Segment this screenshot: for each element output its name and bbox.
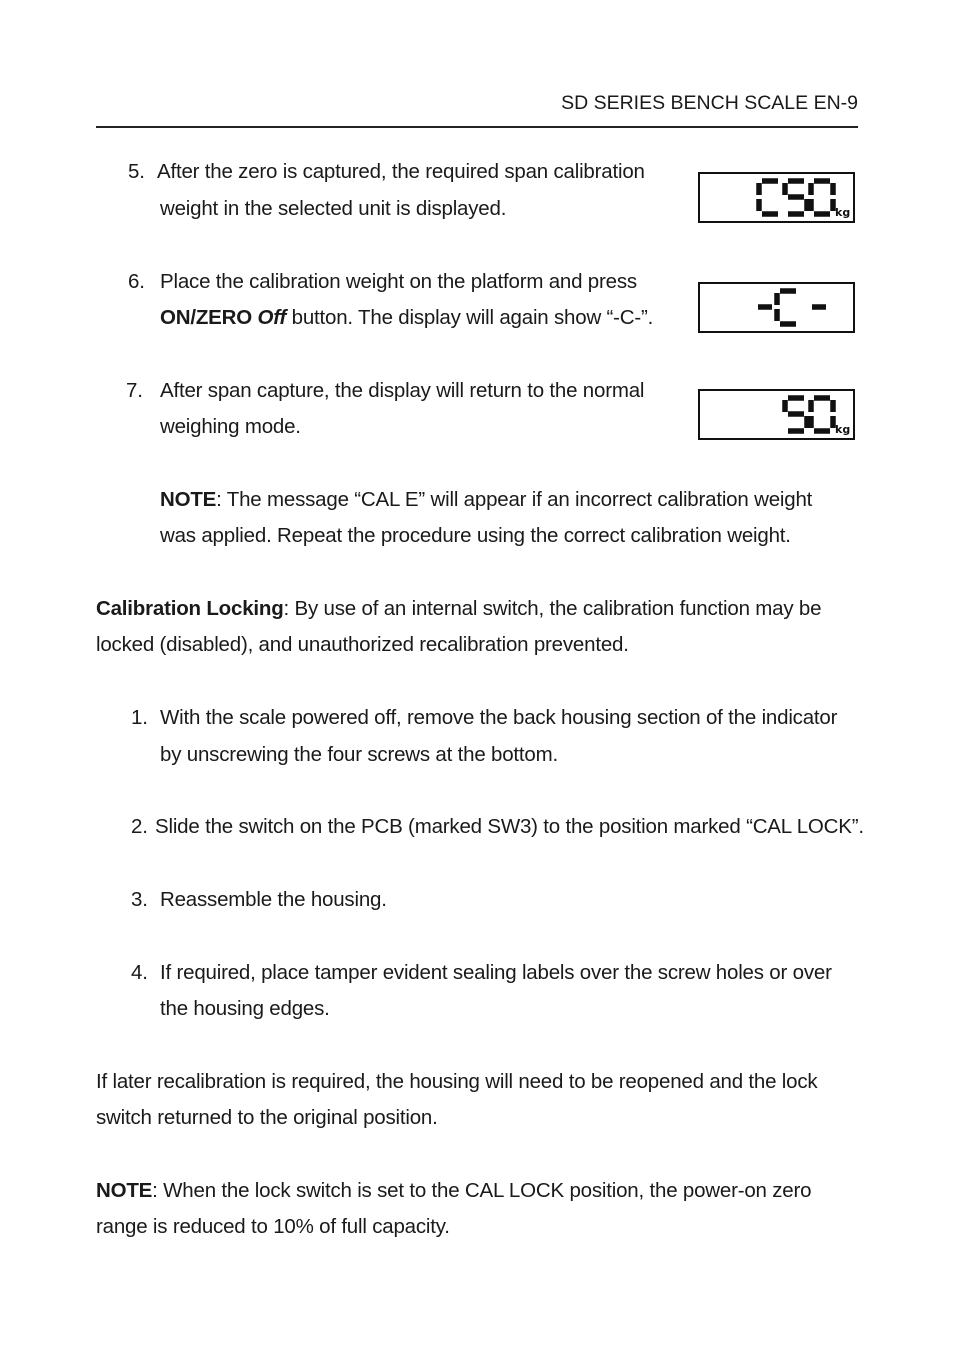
lcd-display-50	[698, 389, 855, 440]
lock-step-1-number: 1.	[131, 706, 148, 729]
lock-step-4-number: 4.	[131, 961, 148, 984]
note-1-label: NOTE	[160, 488, 217, 511]
note-1-line2: was applied. Repeat the procedure using the correct calibration weight.	[160, 524, 791, 547]
note-2-line1	[96, 1173, 811, 1210]
note-2-label: NOTE	[96, 1179, 153, 1202]
calibration-locking-line1	[96, 591, 821, 628]
step-7-line1: After span capture, the display will return to the normal	[160, 379, 645, 402]
lcd-display-c50	[698, 172, 855, 223]
page-header: SD SERIES BENCH SCALE EN-9	[561, 92, 858, 114]
lcd-unit-kg: kg	[835, 423, 851, 436]
note-2-line2: range is reduced to 10% of full capacity.	[96, 1215, 450, 1238]
lock-step-2-line1: Slide the switch on the PCB (marked SW3) to the position marked “CAL LOCK”.	[155, 815, 864, 838]
note-2-text: : When the lock switch is set to the CAL LOCK position, the power-on zero	[152, 1179, 812, 1202]
calibration-locking-text: : By use of an internal switch, the calibration function may be	[283, 597, 822, 620]
lcd-unit-kg: kg	[835, 206, 851, 219]
step-5-line2: weight in the selected unit is displayed.	[160, 197, 507, 220]
lock-step-4-line2: the housing edges.	[160, 997, 330, 1020]
header-rule	[96, 126, 858, 128]
lcd-digits-dash-c-dash	[700, 284, 852, 330]
recalibration-line2: switch returned to the original position.	[96, 1106, 438, 1129]
lcd-digits-c50	[700, 174, 852, 220]
step-6-number: 6.	[128, 270, 145, 293]
note-1-text: : The message “CAL E” will appear if an incorrect calibration weight	[216, 488, 813, 511]
note-1-line1	[160, 482, 812, 519]
on-zero-label: ON/ZERO	[160, 306, 252, 329]
calibration-locking-heading: Calibration Locking	[96, 597, 284, 620]
lock-step-4-line1: If required, place tamper evident sealing labels over the screw holes or over	[160, 961, 832, 984]
step-7-number: 7.	[126, 379, 143, 402]
step-6-line1: Place the calibration weight on the platform and press	[160, 270, 637, 293]
lock-step-3-line1: Reassemble the housing.	[160, 888, 387, 911]
calibration-locking-line2: locked (disabled), and unauthorized recalibration prevented.	[96, 633, 629, 656]
lcd-digits-50	[700, 391, 852, 437]
lock-step-1-line2: by unscrewing the four screws at the bottom.	[160, 743, 558, 766]
lcd-display-dash-c-dash	[698, 282, 855, 333]
recalibration-line1: If later recalibration is required, the housing will need to be reopened and the lock	[96, 1070, 818, 1093]
step-6-line2	[160, 300, 653, 337]
step-5-line1: After the zero is captured, the required span calibration	[157, 160, 645, 183]
lock-step-2-number: 2.	[131, 815, 148, 838]
step-5-number: 5.	[128, 160, 145, 183]
lock-step-1-line1: With the scale powered off, remove the back housing section of the indicator	[160, 706, 838, 729]
off-label: Off	[257, 306, 287, 329]
lock-step-3-number: 3.	[131, 888, 148, 911]
step-7-line2: weighing mode.	[160, 415, 301, 438]
step-6-line2-rest: button. The display will again show “-C-”.	[286, 306, 654, 329]
